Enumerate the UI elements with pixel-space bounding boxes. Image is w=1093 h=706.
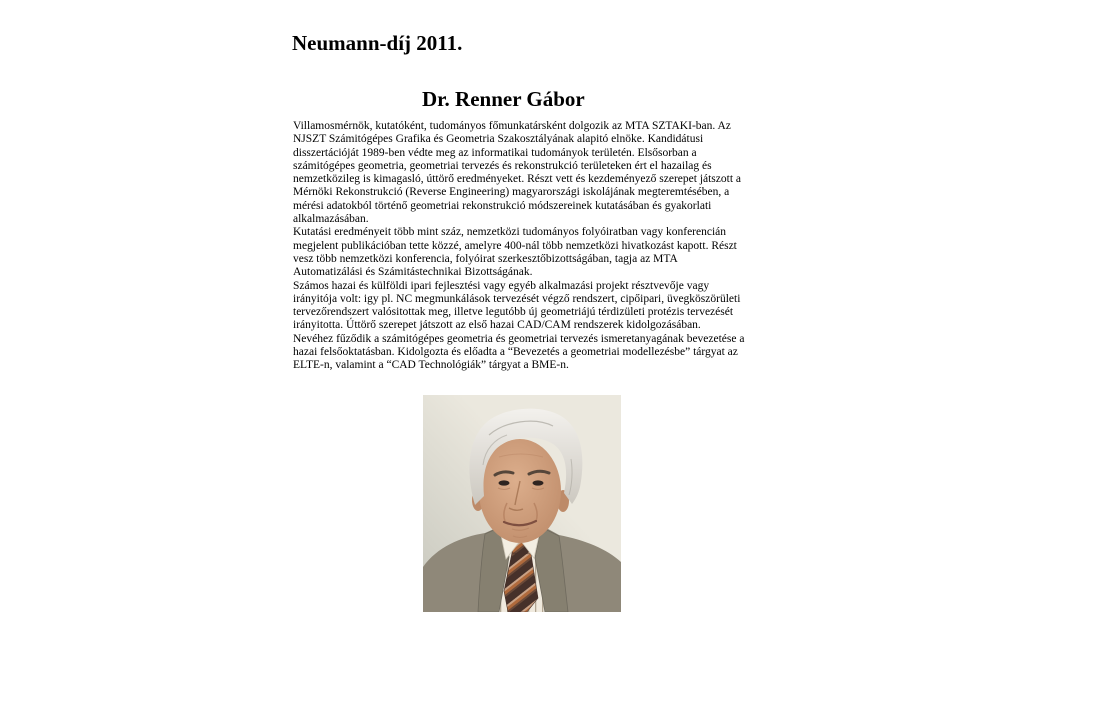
bio-paragraph [293,333,753,373]
bio-paragraph [293,226,753,279]
bio-line: Kutatási eredményeit több mint száz, nemzetközi tudományos folyóiratban vagy konferencián [293,226,727,239]
bio-line: megjelent publikációban tette közzé, amelyre 400-nál több nemzetközi hivatkozást kapott. Részt [293,239,737,252]
bio-line: számitógépes geometria, geometriai tervezés és rekonstrukció területeken ért el hazailag és [293,159,712,172]
bio-line: irányitotta. Úttörő szerepet játszott az első hazai CAD/CAM rendszerek kidolgozásában. [293,319,701,332]
bio-line: hazai felsőoktatásban. Kidolgozta és előadta a “Bevezetés a geometriai modellezésbe” tárgyat az [293,346,738,359]
bio-line: Mérnöki Rekonstrukció (Reverse Engineering) magyarországi iskolájának megteremtésében, a [293,186,730,199]
bio-line: mérési adatokból történő geometriai rekonstrukció módszereinek kutatásában és gyakorlati [293,199,712,212]
bio-line: Villamosmérnök, kutatóként, tudományos főmunkatársként dolgozik az MTA SZTAKI-ban. Az [293,120,731,132]
bio-line: tervezőrendszert valósitottak meg, illetve legutóbb új geometriájú térdizületi protézis tervezését [293,306,734,319]
page-title: Neumann-díj 2011. [292,31,463,56]
bio-paragraph [293,280,753,333]
bio-line: Nevéhez fűződik a számitógépes geometria és geometriai tervezés ismeretanyagának bevezetése a [293,332,745,345]
bio-line: nemzetközileg is kimagasló, úttörő eredményeket. Részt vett és kezdeményező szerepet játszott a [293,173,742,186]
bio-paragraph [293,120,753,226]
bio-line: NJSZT Számitógépes Grafika és Geometria Szakosztályának alapitó elnöke. Kandidátusi [293,133,704,146]
laureate-name: Dr. Renner Gábor [422,87,585,112]
bio-line: Automatizálási és Számitástechnikai Bizottságának. [293,266,533,279]
bio-line: disszertációját 1989-ben védte meg az informatikai tudományok területén. Elsősorban a [293,146,697,159]
bio-text [293,120,753,373]
bio-line: irányitója volt: igy pl. NC megmunkálások tervezését végző rendszert, cipőipari, üvegköszörületi [293,292,741,305]
bio-line: vesz több nemzetközi konferencia, folyóirat szerkesztőbizottságában, tagja az MTA [293,252,678,265]
bio-line: Számos hazai és külföldi ipari fejlesztési vagy egyéb alkalmazási projekt résztvevője vagy [293,279,710,292]
portrait-photo [423,395,621,612]
portrait-photo-canvas [423,395,621,612]
bio-line: alkalmazásában. [293,213,369,226]
bio-line: ELTE-n, valamint a “CAD Technológiák” tárgyat a BME-n. [293,359,569,372]
